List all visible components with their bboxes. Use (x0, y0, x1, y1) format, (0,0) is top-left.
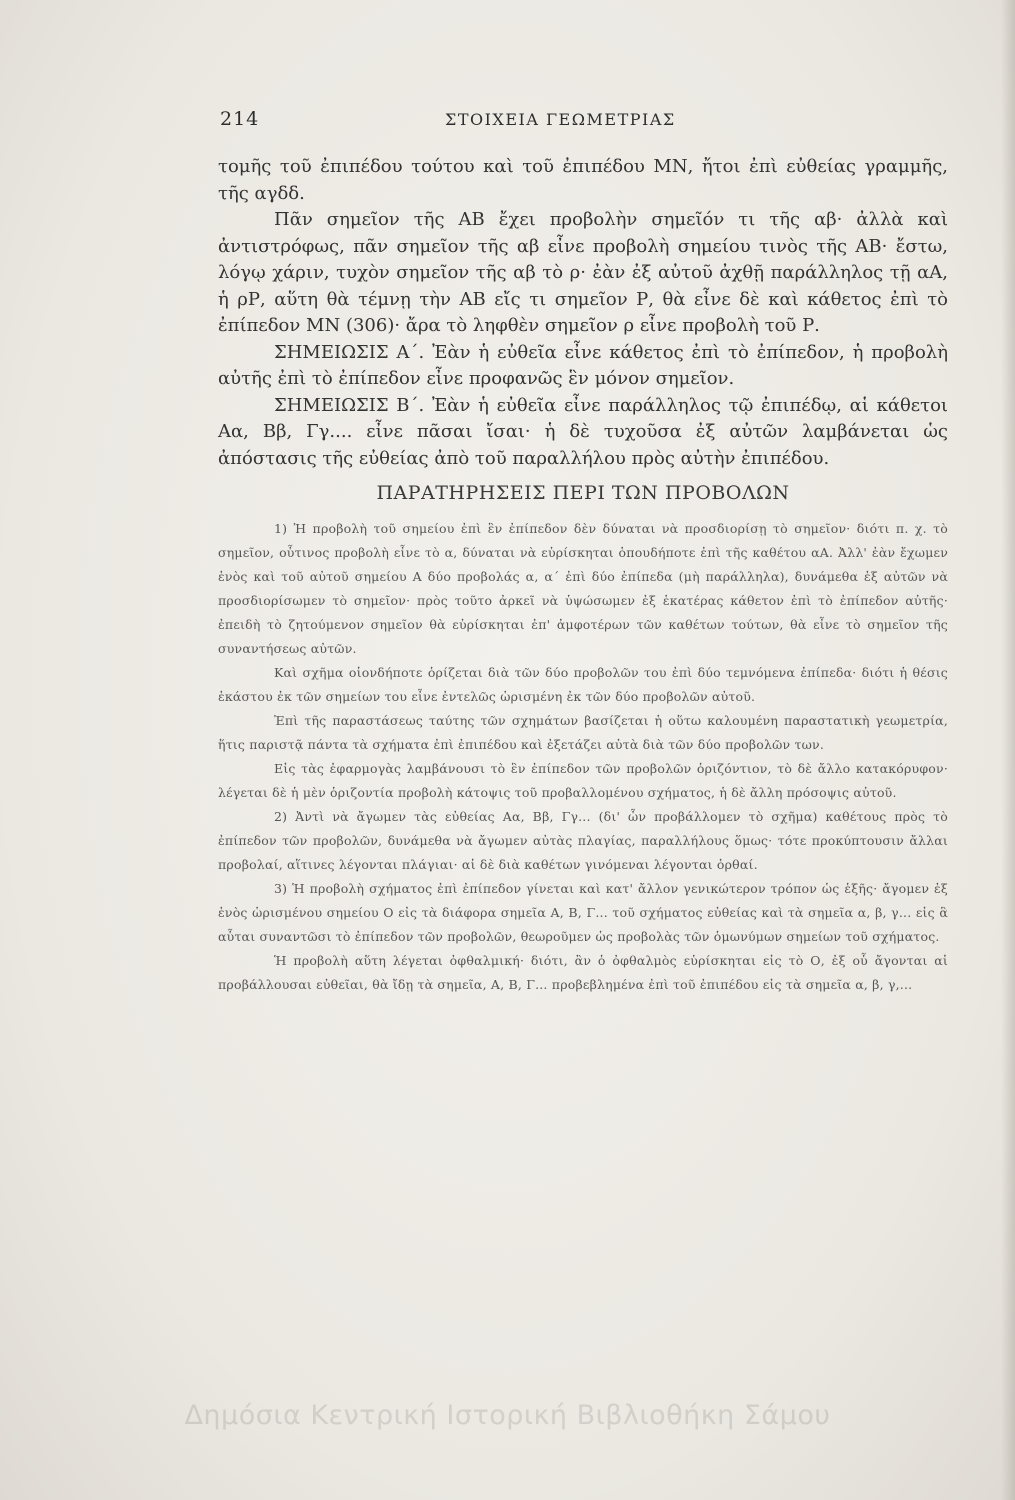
paragraph-continuation: τομῆς τοῦ ἐπιπέδου τούτου καὶ τοῦ ἐπιπέδου ΜΝ, ἤτοι ἐπὶ εὐθείας γραμμῆς, τῆς αγδδ. (218, 156, 948, 204)
observation-2: 2) Ἀντὶ νὰ ἄγωμεν τὰς εὐθείας Αα, Ββ, Γγ... (δι' ὧν προβάλλομεν τὸ σχῆμα) καθέτους πρὸς τὸ ἐπίπεδον τῶν προβολῶν, δυνάμεθα νὰ ἄγωμεν αὐτὰς πλαγίας, παραλλήλους ὅμως· τότε προκύπτουσιν ἄλλαι προβολαί, αἵτινες λέγονται πλάγιαι· αἱ δὲ διὰ καθέτων γινόμεναι λέγονται ὀρθαί. (218, 808, 948, 872)
observations-block (218, 517, 948, 997)
observation-3: 3) Ἡ προβολὴ σχήματος ἐπὶ ἐπίπεδον γίνεται καὶ κατ' ἄλλον γενικώτερον τρόπον ὡς ἑξῆς· ἄγομεν ἐξ ἑνὸς ὡρισμένου σημείου Ο εἰς τὰ διάφορα σημεῖα Α, Β, Γ... τοῦ σχήματος εὐθείας καὶ τὰ σημεῖα α, β, γ... εἰς ἃ αὗται συναντῶσι τὸ ἐπίπεδον τῶν προβολῶν, θεωροῦμεν ὡς προβολὰς τῶν ὁμωνύμων σημείων τοῦ σχήματος. (218, 880, 948, 944)
paragraph-projection: Πᾶν σημεῖον τῆς ΑΒ ἔχει προβολὴν σημεῖόν τι τῆς αβ· ἀλλὰ καὶ ἀντιστρόφως, πᾶν σημεῖον τῆς αβ εἶνε προβολὴ σημείου τινὸς τῆς ΑΒ· ἔστω, λόγῳ χάριν, τυχὸν σημεῖον τῆς αβ τὸ ρ· ἐὰν ἐξ αὐτοῦ ἀχθῇ παράλληλος τῇ αΑ, ἡ ρΡ, αὕτη θὰ τέμνῃ τὴν ΑΒ εἴς τι σημεῖον Ρ, θὰ εἶνε δὲ καὶ κάθετος ἐπὶ τὸ ἐπίπεδον ΜΝ (306)· ἄρα τὸ ληφθὲν σημεῖον ρ εἶνε προβολὴ τοῦ Ρ. (218, 209, 948, 336)
section-title: ΠΑΡΑΤΗΡΗΣΕΙΣ ΠΕΡΙ ΤΩΝ ΠΡΟΒΟΛΩΝ (376, 482, 790, 504)
observation-3-optical: Ἡ προβολὴ αὕτη λέγεται ὀφθαλμική· διότι, ἂν ὁ ὀφθαλμὸς εὑρίσκηται εἰς τὸ Ο, ἐξ οὗ ἄγονται αἱ προβάλλουσαι εὐθεῖαι, θὰ ἴδῃ τὰ σημεῖα, Α, Β, Γ... προβεβλημένα ἐπὶ τοῦ ἐπιπέδου εἰς τὰ σημεῖα α, β, γ,... (218, 952, 948, 992)
page-header (220, 108, 940, 138)
library-watermark: Δημόσια Κεντρική Ιστορική Βιβλιοθήκη Σάμου (184, 1400, 831, 1431)
observation-1-descriptive-geometry: Ἐπὶ τῆς παραστάσεως ταύτης τῶν σχημάτων βασίζεται ἡ οὕτω καλουμένη παραστατικὴ γεωμετρία, ἥτις παριστᾷ πάντα τὰ σχήματα ἐπὶ ἐπιπέδου καὶ ἐξετάζει αὐτὰ διὰ τῶν δύο προβολῶν των. (218, 712, 948, 752)
paragraph-note-a: ΣΗΜΕΙΩΣΙΣ Α΄. Ἐὰν ἡ εὐθεῖα εἶνε κάθετος ἐπὶ τὸ ἐπίπεδον, ἡ προβολὴ αὐτῆς ἐπὶ τὸ ἐπίπεδον εἶνε προφανῶς ἓν μόνον σημεῖον. (218, 341, 948, 389)
observation-1-figure: Καὶ σχῆμα οἱονδήποτε ὁρίζεται διὰ τῶν δύο προβολῶν του ἐπὶ δύο τεμνόμενα ἐπίπεδα· διότι ἡ θέσις ἑκάστου ἐκ τῶν σημείων του εἶνε ἐντελῶς ὡρισμένη ἐκ τῶν δύο προβολῶν αὐτοῦ. (218, 664, 948, 704)
observation-1-applications: Εἰς τὰς ἐφαρμογὰς λαμβάνουσι τὸ ἓν ἐπίπεδον τῶν προβολῶν ὁριζόντιον, τὸ δὲ ἄλλο κατακόρυφον· λέγεται δὲ ἡ μὲν ὁριζοντία προβολὴ κάτοψις τοῦ προβαλλομένου σχήματος, ἡ δὲ ἄλλη πρόσοψις αὐτοῦ. (218, 760, 948, 800)
page-body (218, 154, 948, 997)
page-number: 214 (220, 108, 260, 130)
running-title: ΣΤΟΙΧΕΙΑ ΓΕΩΜΕΤΡΙΑΣ (445, 110, 676, 129)
paragraph-note-b: ΣΗΜΕΙΩΣΙΣ Β΄. Ἐὰν ἡ εὐθεῖα εἶνε παράλληλος τῷ ἐπιπέδῳ, αἱ κάθετοι Αα, Ββ, Γγ.... εἶνε πᾶσαι ἴσαι· ἡ δὲ τυχοῦσα ἐξ αὐτῶν λαμβάνεται ὡς ἀπόστασις τῆς εὐθείας ἀπὸ τοῦ παραλλήλου πρὸς αὐτὴν ἐπιπέδου. (218, 394, 948, 469)
observation-1: 1) Ἡ προβολὴ τοῦ σημείου ἐπὶ ἓν ἐπίπεδον δὲν δύναται νὰ προσδιορίσῃ τὸ σημεῖον· διότι π. χ. τὸ σημεῖον, οὗτινος προβολὴ εἶνε τὸ α, δύναται νὰ εὑρίσκηται ὁπουδήποτε ἐπὶ τῆς καθέτου αΑ. Ἀλλ' ἐὰν ἔχωμεν ἑνὸς καὶ τοῦ αὐτοῦ σημείου Α δύο προβολάς α, α΄ ἐπὶ δύο ἐπίπεδα (μὴ παράλληλα), δυνάμεθα ἐξ αὐτῶν νὰ προσδιορίσωμεν τὸ σημεῖον· πρὸς τοῦτο ἀρκεῖ νὰ ὑψώσωμεν ἐξ ἑκατέρας κάθετον ἐπὶ τὸ ἐπίπεδον αὐτῆς· ἐπειδὴ τὸ ζητούμενον σημεῖον θὰ εὑρίσκηται ἐπ' ἀμφοτέρων τῶν καθέτων τούτων, θὰ εἶνε τὸ σημεῖον τῆς συναντήσεως αὐτῶν. (218, 520, 948, 656)
page-edge-shadow (1001, 0, 1015, 1500)
